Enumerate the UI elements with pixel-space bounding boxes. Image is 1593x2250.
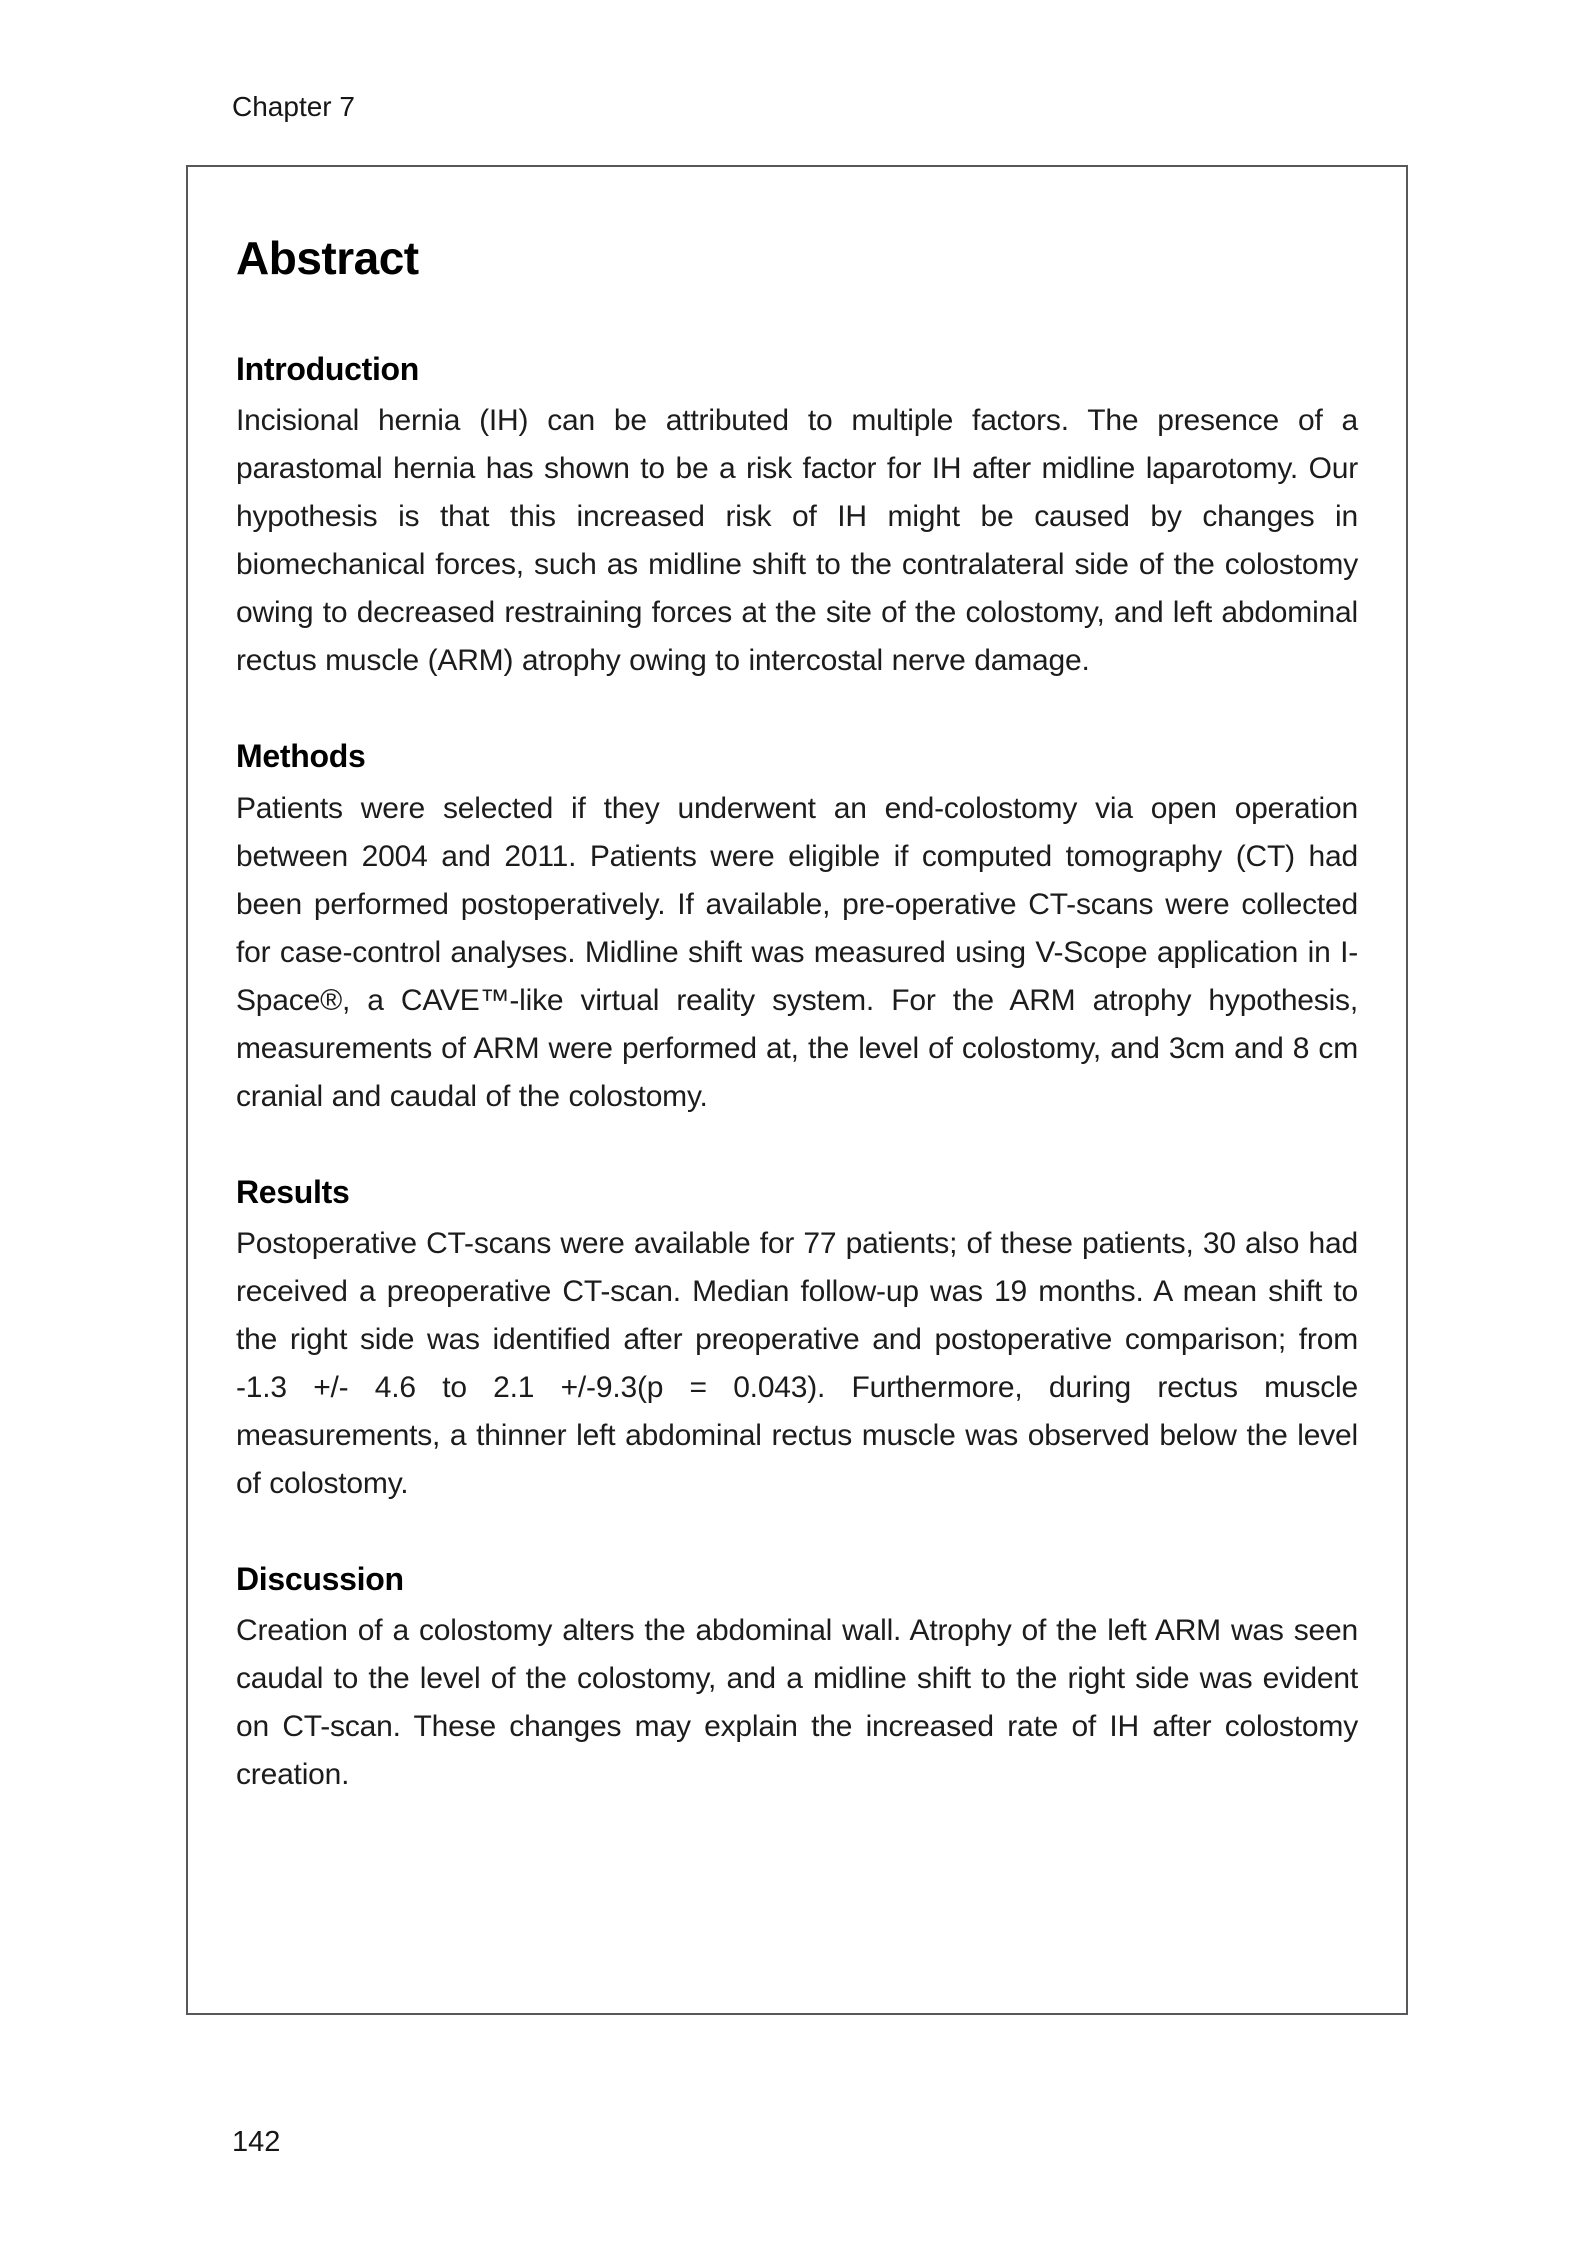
results-heading: Results (236, 1173, 350, 1210)
abstract-title: Abstract (236, 232, 419, 284)
methods-body: Patients were selected if they underwent an end-colostomy via open operation between 2004 and 2011. Patients were eligible if computed tomography (CT) had been performed postoperatively. If available, pre-operative CT-scans were collected for case-control analyses. Midline shift was measured using V-Scope application in I-Space®, a CAVE™-like virtual reality system. For the ARM atrophy hypothesis, measurements of ARM were performed at, the level of colostomy, and 3cm and 8 cm cranial and caudal of the colostomy. (236, 791, 1358, 1113)
section-introduction (236, 348, 1358, 685)
abstract-box (186, 165, 1408, 2015)
section-methods (236, 735, 1358, 1120)
introduction-heading: Introduction (236, 351, 420, 388)
discussion-heading: Discussion (236, 1560, 404, 1597)
section-results (236, 1171, 1358, 1508)
page-number: 142 (232, 2126, 281, 2158)
introduction-body: Incisional hernia (IH) can be attributed to multiple factors. The presence of a parastomal hernia has shown to be a risk factor for IH after midline laparotomy. Our hypothesis is that this increased risk of IH might be caused by changes in biomechanical forces, such as midline shift to the contralateral side of the colostomy owing to decreased restraining forces at the site of the colostomy, and left abdominal rectus muscle (ARM) atrophy owing to intercostal nerve damage. (236, 404, 1358, 678)
chapter-label: Chapter 7 (232, 91, 355, 122)
methods-heading: Methods (236, 738, 366, 775)
section-discussion (236, 1558, 1358, 1799)
results-body: Postoperative CT-scans were available for 77 patients; of these patients, 30 also had received a preoperative CT-scan. Median follow-up was 19 months. A mean shift to the right side was identified after preoperative and postoperative comparison; from -1.3 +/- 4.6 to 2.1 +/-9.3(p = 0.043). Furthermore, during rectus muscle measurements, a thinner left abdominal rectus muscle was observed below the level of colostomy. (236, 1226, 1358, 1500)
discussion-body: Creation of a colostomy alters the abdominal wall. Atrophy of the left ARM was seen caudal to the level of the colostomy, and a midline shift to the right side was evident on CT-scan. These changes may explain the increased rate of IH after colostomy creation. (236, 1613, 1358, 1791)
